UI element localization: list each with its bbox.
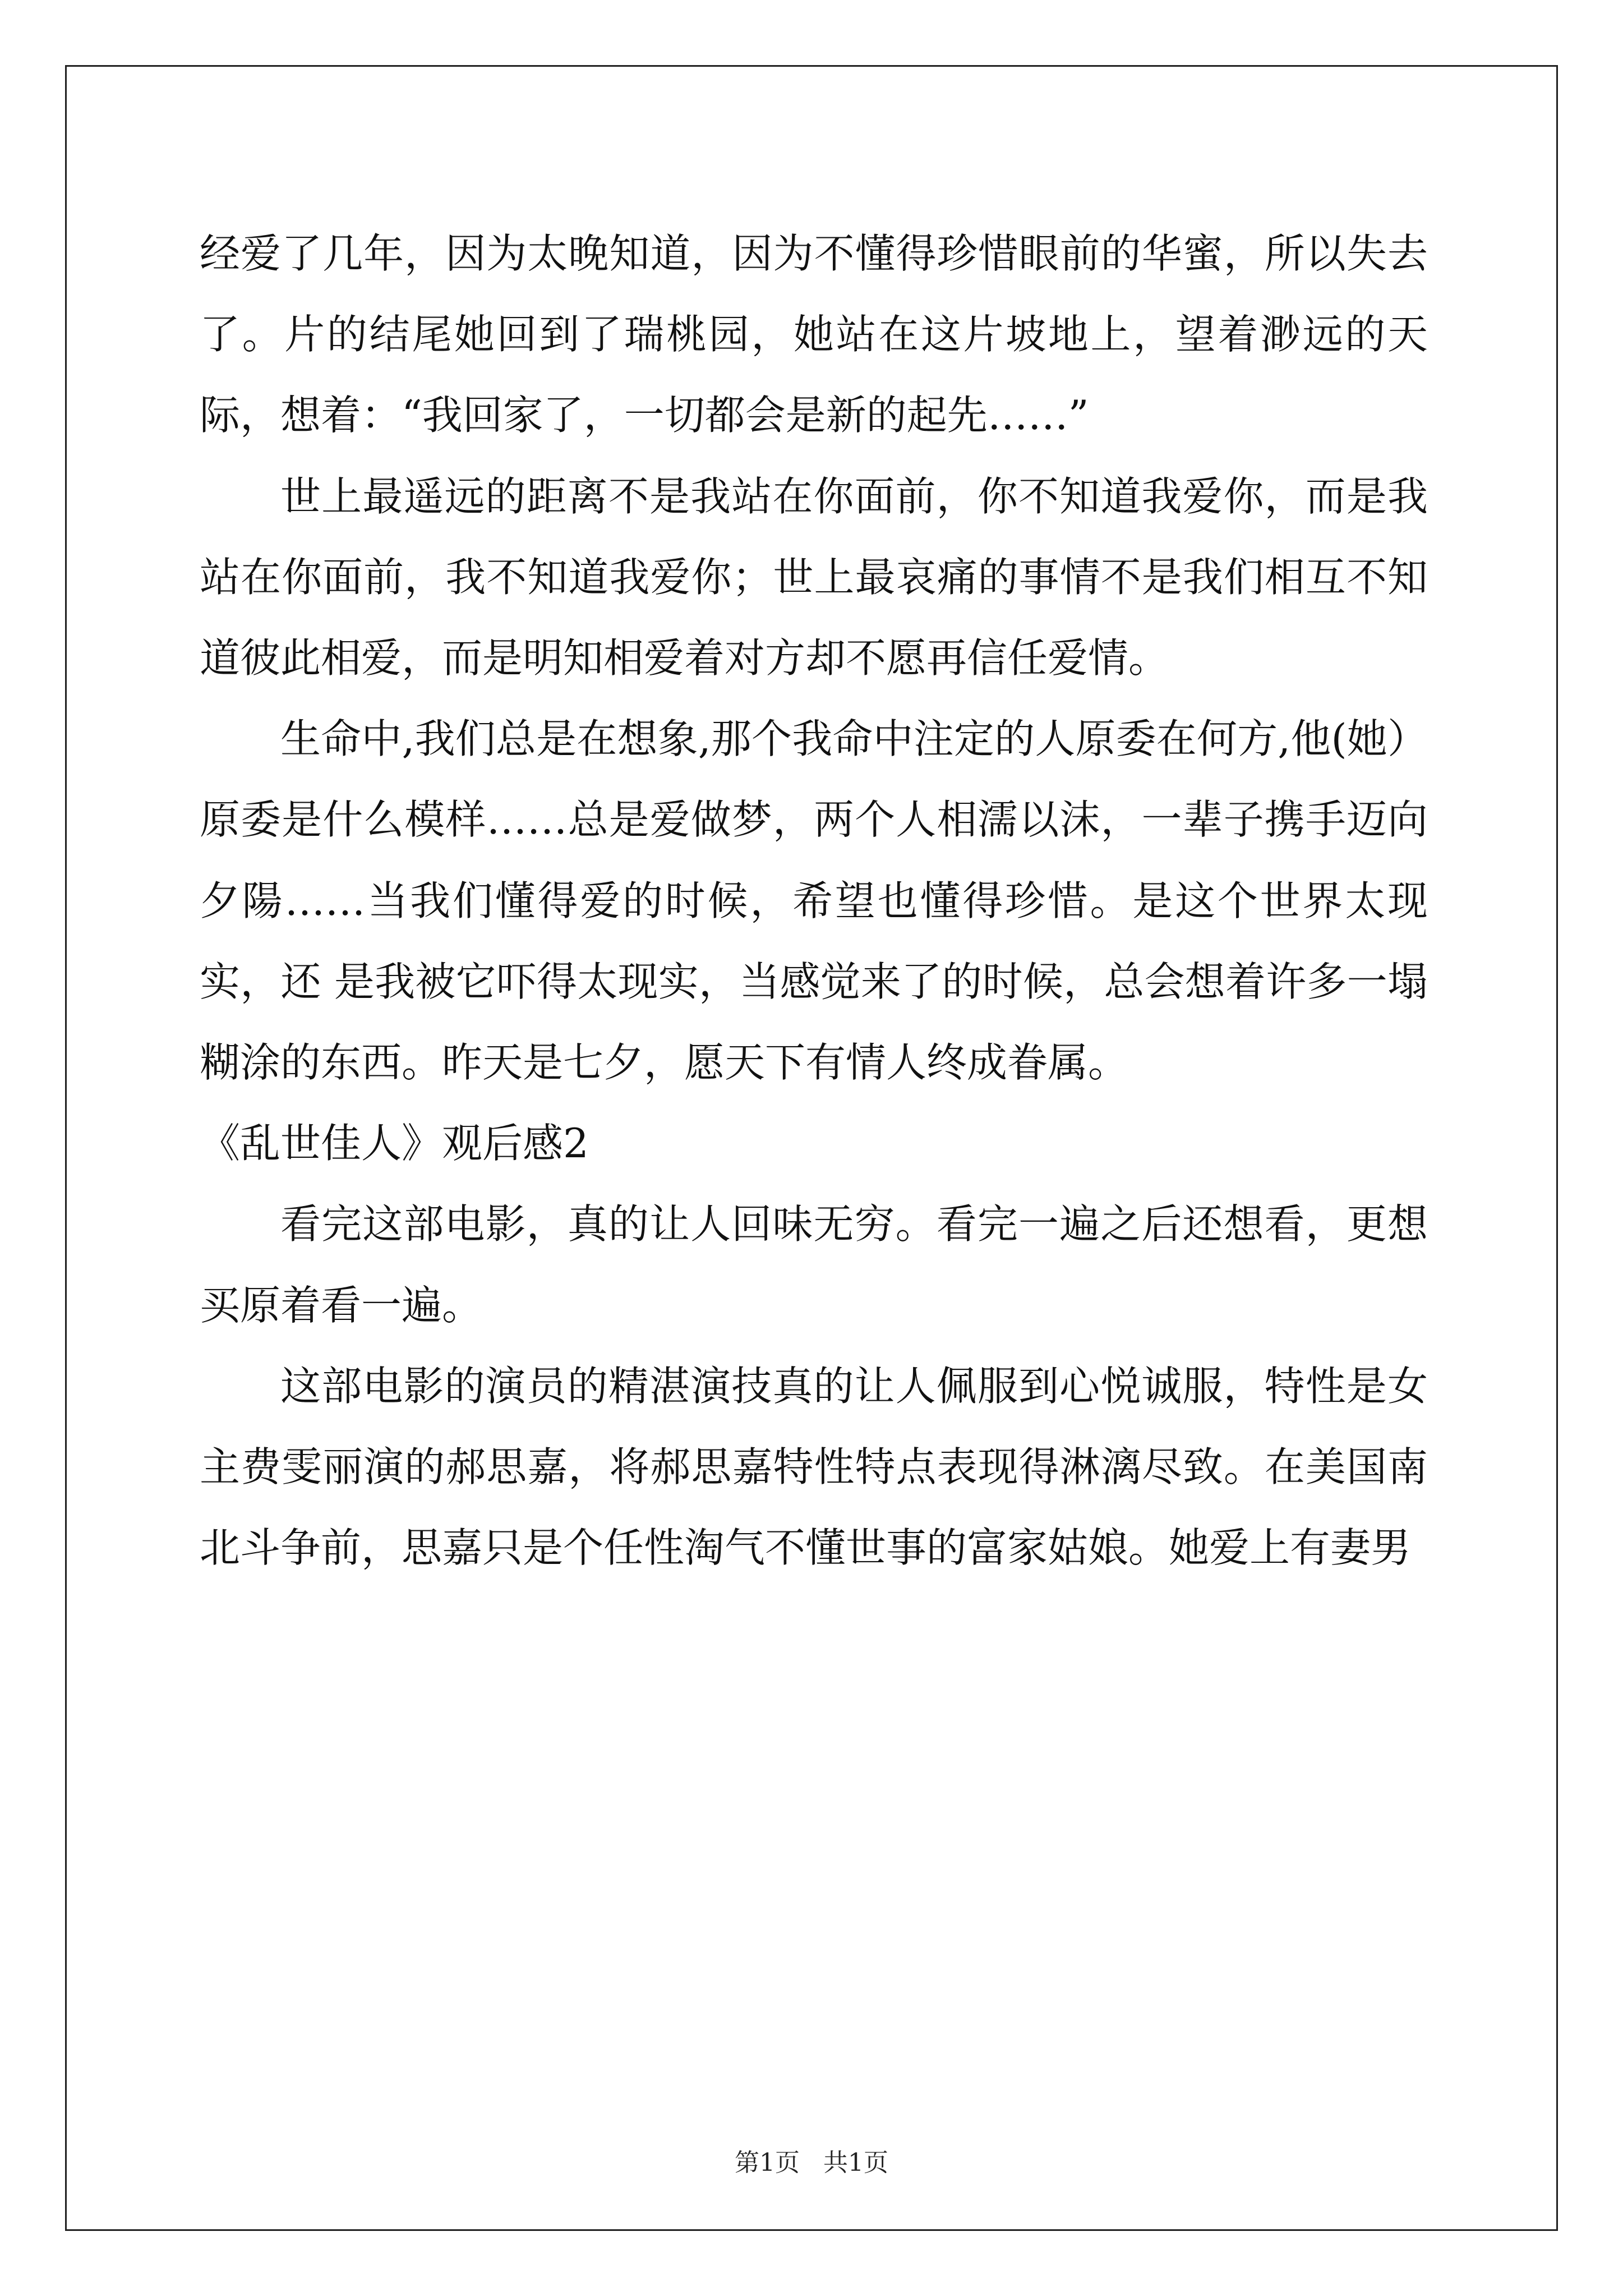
paragraph: 这部电影的演员的精湛演技真的让人佩服到心悦诚服，特性是女主费雯丽演的郝思嘉，将郝思嘉特性特点表现得淋漓尽致。在美国南北斗争前，思嘉只是个任性淘气不懂世事的富家姑娘。她爱上有妻男 [200, 1362, 1428, 1572]
paragraph: 世上最遥远的距离不是我站在你面前，你不知道我爱你，而是我站在你面前，我不知道我爱你；世上最哀痛的事情不是我们相互不知道彼此相爱，而是明知相爱着对方却不愿再信任爱情。 [200, 472, 1428, 682]
paragraph-continued: 经爱了几年，因为太晚知道，因为不懂得珍惜眼前的华蜜，所以失去了。片的结尾她回到了瑞桃园，她站在这片坡地上，望着渺远的天际，想着：“我回家了，一切都会是新的起先……” [200, 230, 1428, 439]
page-footer: 第1页 共1页 [735, 2148, 888, 2177]
document-body [200, 213, 1428, 1588]
paragraph: 生命中,我们总是在想象,那个我命中注定的人原委在何方,他(她）原委是什么模样……总是爱做梦，两个人相濡以沫，一辈子携手迈向夕陽……当我们懂得爱的时候，希望也懂得珍惜。是这个世界太现实，还 是我被它吓得太现实，当感觉来了的时候，总会想着许多一塌糊涂的东西。昨天是七夕，愿天下有情人终成眷属。 [200, 715, 1428, 1087]
section-heading: 《乱世佳人》观后感2 [200, 1120, 589, 1167]
paragraph: 看完这部电影，真的让人回味无穷。看完一遍之后还想看，更想买原着看一遍。 [200, 1200, 1428, 1329]
